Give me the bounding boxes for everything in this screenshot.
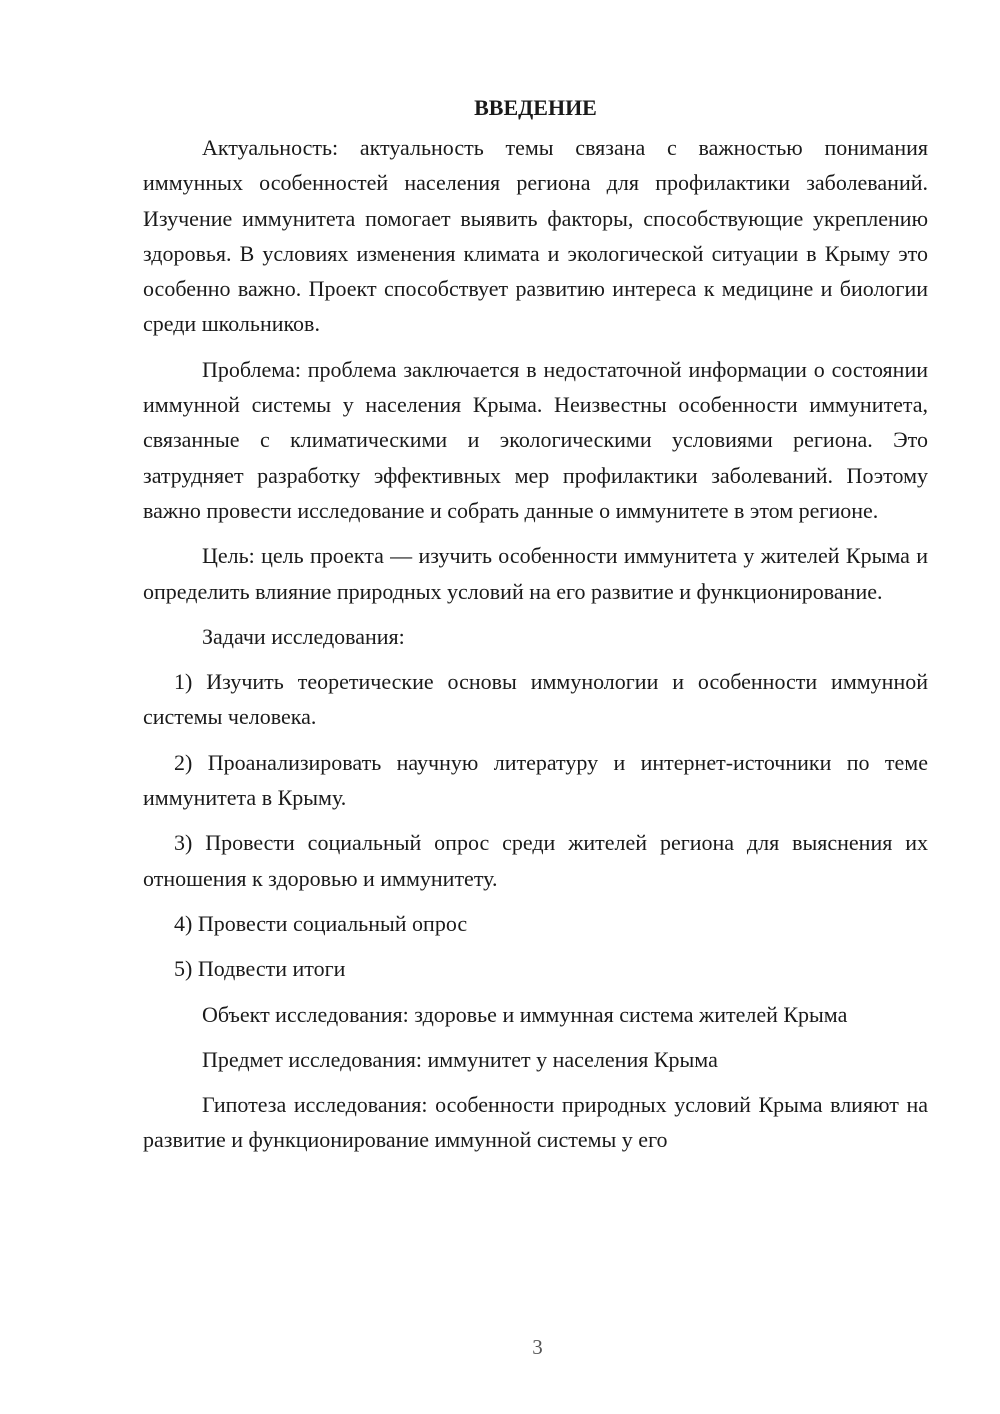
task-item-5: 5) Подвести итоги: [174, 956, 346, 982]
document-title: ВВЕДЕНИЕ: [474, 95, 597, 120]
document-page: [143, 90, 928, 1168]
task-item-3: 3) Провести социальный опрос среди жителей региона для выяснения их отношения к здоровью и иммунитету.: [143, 830, 928, 891]
paragraph-subject: Предмет исследования: иммунитет у населения Крыма: [202, 1046, 718, 1072]
task-item-1: 1) Изучить теоретические основы иммунологии и особенности иммунной системы человека.: [143, 669, 928, 730]
paragraph-goal: Цель: цель проекта — изучить особенности иммунитета у жителей Крыма и определить влияние природных условий на его развитие и функционирование.: [143, 543, 928, 604]
paragraph-problem: Проблема: проблема заключается в недостаточной информации о состоянии иммунной системы у населения Крыма. Неизвестны особенности иммунитета, связанные с климатическими и экологическими условиями региона. Это затрудняет разработку эффективных мер профилактики заболеваний. Поэтому важно провести исследование и собрать данные о иммунитете в этом регионе.: [143, 356, 928, 523]
paragraph-tasks-heading: Задачи исследования:: [202, 623, 405, 649]
page-number: 3: [532, 1335, 543, 1359]
task-item-4: 4) Провести социальный опрос: [174, 910, 468, 936]
task-item-2: 2) Проанализировать научную литературу и интернет-источники по теме иммунитета в Крыму.: [143, 749, 928, 811]
paragraph-relevance: Актуальность: актуальность темы связана с важностью понимания иммунных особенностей населения региона для профилактики заболеваний. Изучение иммунитета помогает выявить факторы, способствующие укреплению здоровья. В условиях изменения климата и экологической ситуации в Крыму это особенно важно. Проект способствует развитию интереса к медицине и биологии среди школьников.: [143, 135, 928, 337]
paragraph-hypothesis: Гипотеза исследования: особенности природных условий Крыма влияют на развитие и функционирование иммунной системы у его: [143, 1092, 928, 1153]
paragraph-object: Объект исследования: здоровье и иммунная система жителей Крыма: [202, 1001, 848, 1027]
